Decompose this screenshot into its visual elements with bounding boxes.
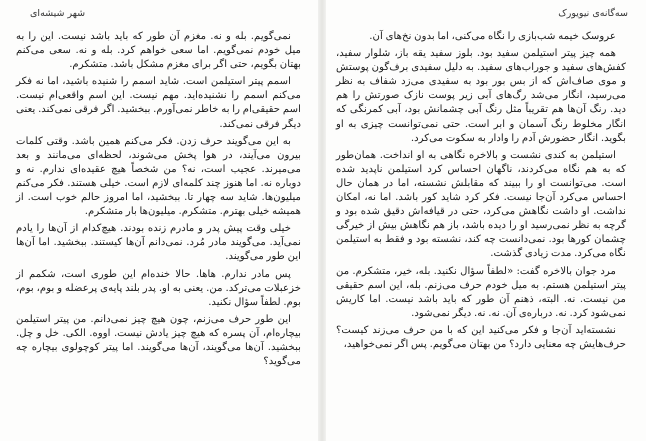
left-page (0, 0, 318, 441)
paragraph: اسمم پیتر استیلمن است. شاید اسمم را شنیده باشید، اما نه فکر می‌کنم اسمم را نشنیده‌اید. مهم نیست. این اسم واقعی‌ام نیست. اسم حقیقی‌ام را به خاطر نمی‌آورم. ببخشید. اگر فرقی نمی‌کند. یعنی دیگر فرقی نمی‌کند. (16, 76, 301, 130)
paragraph: همه چیز پیتر استیلمن سفید بود. بلوز سفید یقه باز، شلوار سفید، کفش‌های سفید و جوراب‌های سفید. به دلیل سفیدی برف‌گون پوستش و موی صاف‌اش که از بس بور بود به سفیدی می‌زد شفاف به نظر می‌رسید، انگار می‌شد رگ‌های آبی زیر پوست نازک صورتش را هم دید. رنگ آن‌ها هم تقریباً مثل رنگ آبی چشمانش بود، آبی کمرنگی که انگار مخلوط رنگ آسمان و ابر است. حتی نمی‌توانست چیزی به او بگوید. انگار حضورش آدم را وادار به سکوت می‌کرد. (336, 48, 626, 144)
paragraph: نمی‌گویم. بله و نه. مغزم آن طور که باید باشد نیست. این را به میل خودم نمی‌گویم. اما سعی خواهم کرد. بله و نه. سعی می‌کنم بهتان بگویم، حتی اگر برای مغزم مشکل باشد. متشکرم. (16, 31, 301, 71)
paragraph: پس مادر ندارم. هاها. حالا خنده‌ام این طوری است، شکمم از خزعبلات می‌ترکد. من. یعنی به او. پدر بلند پایه‌ی پرعضله و بوم، بوم، بوم. لطفاً سؤال نکنید. (16, 268, 301, 308)
paragraph: نشسته‌اید آن‌جا و فکر می‌کنید این که با من حرف می‌زند کیست؟ حرف‌هایش چه معنایی دارد؟ من بهتان می‌گویم. پس اگر نمی‌خواهید، (336, 324, 626, 350)
book-gutter (318, 0, 326, 441)
paragraph: به این می‌گویند حرف زدن. فکر می‌کنم همین باشد. وقتی کلمات بیرون می‌آیند، در هوا پخش می‌شوند، لحظه‌ای می‌مانند و بعد می‌میرند. عجیب است، نه؟ من شخصاً هیچ عقیده‌ای ندارم. نه و دوباره نه. اما هنوز چند کلمه‌ای لازم است. خیلی هستند. فکر می‌کنم میلیون‌ها. شاید سه چهار تا. ببخشید، اما امروز حالم خوب است. از همیشه خیلی بهترم. متشکرم. میلیون‌ها بار متشکرم. (16, 135, 301, 218)
paragraph: استیلمن به کندی نشست و بالاخره نگاهی به او انداخت. همان‌طور که به هم نگاه می‌کردند، ناگهان احساس کرد استیلمن ناپدید شده است. می‌توانست او را ببیند که مقابلش نشسته، اما در همان حال احساس می‌کرد آن‌جا نیست. فکر کرد شاید کور باشد. اما نه، امکان نداشت. او داشت نگاهش می‌کرد، حتی در قیافه‌اش دقیق شده بود و گرچه به نظر نمی‌رسید او را دیده باشد، باز هم نگاهش بیش از خیرگی چشمان کورها بود. نمی‌دانست چه کند، نشسته بود و فقط به استیلمن نگاه می‌کرد. مدت زیادی گذشت. (336, 149, 626, 260)
right-page-text (336, 30, 626, 355)
paragraph: این طور حرف می‌زنم، چون هیچ چیز نمی‌دانم. من پیتر استیلمن بیچاره‌ام، آن پسره که هیچ چیز یادش نیست. اووه. الکی. خل و چل. ببخشید. آن‌ها می‌گویند، آن‌ها می‌گویند. اما پیتر کوچولوی بیچاره چه می‌گوید؟ (16, 313, 301, 368)
paragraph: عروسک خیمه شب‌بازی را نگاه می‌کنی، اما بدون نخ‌های آن. (369, 31, 616, 42)
paragraph: خیلی وقت پیش پدر و مادرم زنده بودند. هیچ‌کدام از آن‌ها را یادم نمی‌آید. می‌گویند مادر مُرد. نمی‌دانم آن‌ها کیستند. ببخشید. اما آن‌ها این طور می‌گویند. (16, 223, 301, 263)
right-page (326, 0, 646, 441)
paragraph: مرد جوان بالاخره گفت: «لطفاً سؤال نکنید. بله، خیر، متشکرم. من پیتر استیلمن هستم. به میل خودم حرف می‌زنم. بله، این اسم حقیقی من نیست. نه. البته، ذهنم آن طور که باید باشد نیست. اما کاریش نمی‌شود کرد. نه. درباره‌ی آن. نه. نه. دیگر نمی‌شود. (336, 265, 626, 319)
right-running-head: سه‌گانه‌ی نیویورک (558, 8, 628, 19)
left-page-text (16, 30, 301, 372)
left-running-head: شهر شیشه‌ای (30, 8, 86, 19)
